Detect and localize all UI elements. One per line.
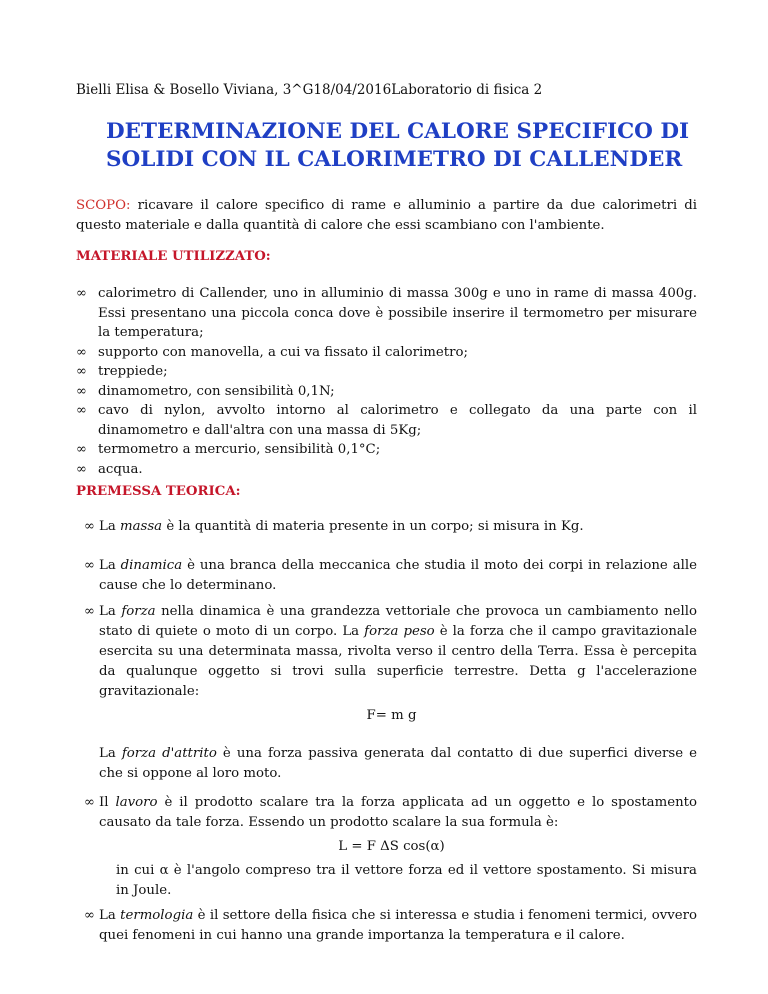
- title-line-1: DETERMINAZIONE DEL CALORE SPECIFICO DI: [106, 119, 690, 144]
- document-title: [106, 118, 706, 174]
- list-item-text: dinamometro, con sensibilità 0,1N;: [98, 383, 335, 399]
- infinity-bullet-icon: ∞: [84, 908, 95, 923]
- list-item: [76, 284, 697, 343]
- text-run: La: [99, 604, 122, 619]
- work-explanation: in cui α è l'angolo compreso tra il vettore forza ed il vettore spostamento. Si misura in Joule.: [116, 863, 697, 898]
- materials-heading: MATERIALE UTILIZZATO:: [76, 249, 271, 264]
- infinity-bullet-icon: ∞: [76, 461, 87, 477]
- list-item-text: acqua.: [98, 461, 143, 477]
- theory-thermology: [86, 906, 697, 946]
- list-item-text: cavo di nylon, avvolto intorno al calorimetro e collegato da una parte con il dinamometro e dall'altra con una massa di 5Kg;: [98, 403, 697, 438]
- term-friction: forza d'attrito: [121, 746, 217, 761]
- list-item: [76, 382, 697, 402]
- infinity-bullet-icon: ∞: [76, 383, 87, 399]
- list-item: [76, 440, 697, 460]
- theory-dynamics: [86, 556, 697, 596]
- term-dynamics: dinamica: [120, 558, 183, 573]
- formula-weight: F= m g: [366, 708, 417, 723]
- list-item-text: termometro a mercurio, sensibilità 0,1°C;: [98, 442, 381, 457]
- term-mass: massa: [119, 519, 163, 534]
- text-run: è il prodotto scalare tra la forza applicata ad un oggetto e lo spostamento causato da tale forza. Essendo un prodotto scalare la sua formula è:: [99, 795, 697, 830]
- document-header: Bielli Elisa & Bosello Viviana, 3^G18/04/2016Laboratorio di fisica 2: [76, 82, 543, 98]
- list-item: [76, 362, 697, 382]
- infinity-bullet-icon: ∞: [76, 286, 87, 301]
- text-run: è una branca della meccanica che studia il moto dei corpi in relazione alle cause che lo determinano.: [99, 558, 697, 593]
- infinity-bullet-icon: ∞: [84, 795, 95, 810]
- list-item-text: calorimetro di Callender, uno in alluminio di massa 300g e uno in rame di massa 400g. Essi presentano una piccola conca dove è possibile inserire il termometro per misurare la temperatura;: [98, 286, 697, 340]
- list-item: [76, 401, 697, 440]
- term-thermology: termologia: [120, 908, 194, 923]
- text-run: Il: [99, 795, 116, 810]
- formula-work: L = F ΔS cos(α): [338, 839, 445, 854]
- title-line-2: SOLIDI CON IL CALORIMETRO DI CALLENDER: [106, 147, 683, 172]
- list-item: [76, 343, 697, 363]
- scope-text: ricavare il calore specifico di rame e alluminio a partire da due calorimetri di questo materiale e dalla quantità di calore che essi scambiano con l'ambiente.: [76, 198, 697, 233]
- list-item-text: treppiede;: [98, 364, 168, 379]
- scope-paragraph: [76, 196, 697, 236]
- text-run: La: [99, 558, 121, 573]
- infinity-bullet-icon: ∞: [76, 403, 87, 418]
- term-force: forza: [121, 604, 156, 619]
- infinity-bullet-icon: ∞: [76, 364, 87, 379]
- theory-force: [86, 602, 697, 784]
- text-run: è il settore della fisica che si interessa e studia i fenomeni termici, ovvero quei fenomeni in cui hanno una grande importanza la temperatura e il calore.: [99, 908, 697, 943]
- scope-label: SCOPO:: [76, 198, 131, 213]
- theory-mass: [86, 517, 697, 537]
- term-work: lavoro: [115, 795, 158, 810]
- term-weight-force: forza peso: [364, 624, 435, 639]
- theory-heading: PREMESSA TEORICA:: [76, 484, 241, 499]
- text-run: è la forza che il campo gravitazionale esercita su una determinata massa, rivolta verso il centro della Terra. Essa è percepita da qualunque oggetto si trovi sulla superficie terrestre. Detta g l'accelerazione gravitazionale:: [99, 624, 697, 699]
- text-run: La: [99, 746, 122, 761]
- infinity-bullet-icon: ∞: [84, 558, 95, 573]
- infinity-bullet-icon: ∞: [84, 604, 95, 619]
- infinity-bullet-icon: ∞: [84, 519, 95, 534]
- theory-work: [86, 793, 697, 901]
- friction-paragraph: [86, 744, 697, 784]
- text-run: La: [99, 908, 121, 923]
- materials-list: [76, 284, 697, 479]
- infinity-bullet-icon: ∞: [76, 344, 87, 360]
- list-item-text: supporto con manovella, a cui va fissato il calorimetro;: [98, 344, 468, 360]
- infinity-bullet-icon: ∞: [76, 442, 87, 457]
- text-run: nella dinamica è una grandezza vettoriale che provoca un cambiamento nello stato di quiete o moto di un corpo. La: [99, 604, 698, 639]
- text-run: è una forza passiva generata dal contatto di due superfici diverse e che si oppone al loro moto.: [99, 746, 698, 781]
- list-item: [76, 460, 697, 480]
- text-run: è la quantità di materia presente in un corpo; si misura in Kg.: [162, 519, 584, 534]
- text-run: La: [99, 519, 120, 534]
